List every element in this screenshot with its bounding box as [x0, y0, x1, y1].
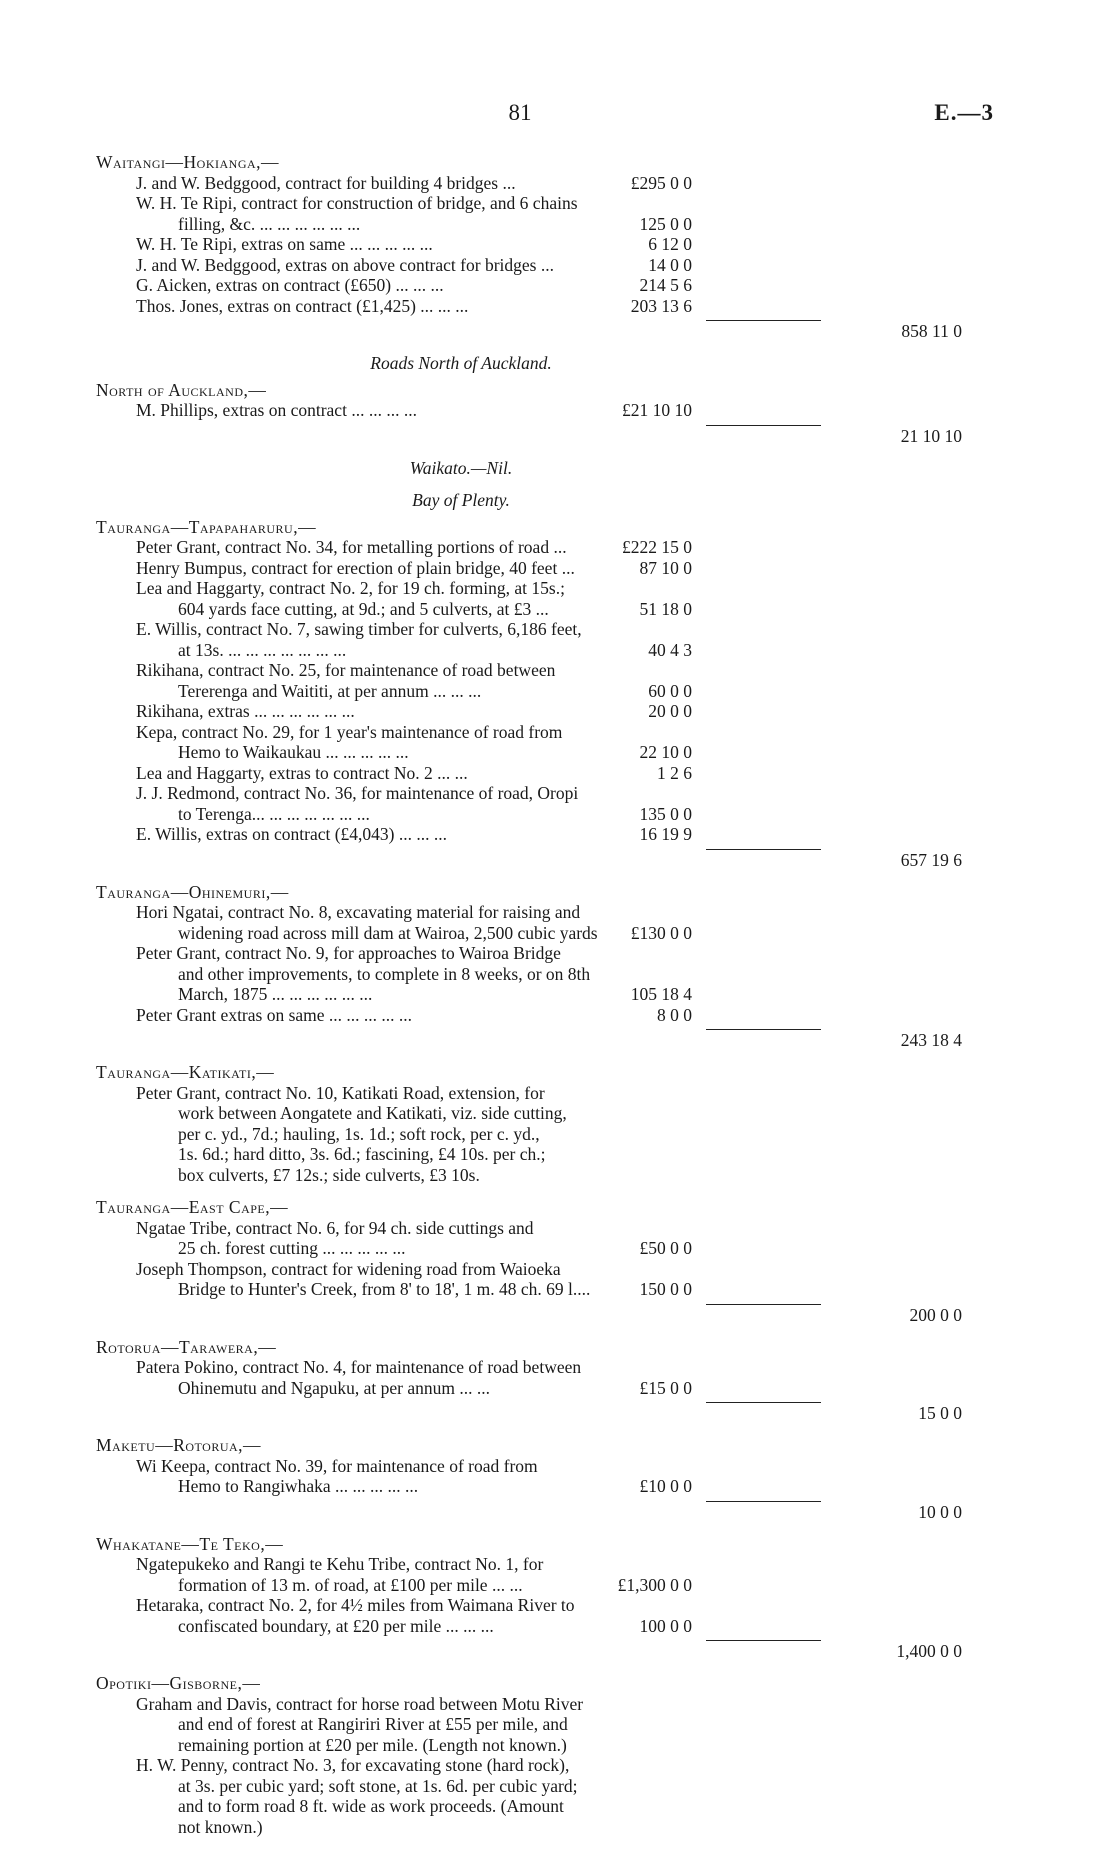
ledger-section — [96, 1673, 976, 1837]
entry-line: box culverts, £7 12s.; side culverts, £3 10s. — [178, 1164, 480, 1185]
entry-line: J. J. Redmond, contract No. 36, for maintenance of road, Oropi — [136, 783, 579, 803]
ledger-entry — [96, 1755, 976, 1837]
ledger-entry — [96, 1259, 976, 1300]
entry-line: Rikihana, contract No. 25, for maintenance of road between — [136, 660, 556, 680]
ledger-entry — [96, 234, 976, 255]
ledger-entry — [96, 275, 976, 296]
entry-line: formation of 13 m. of road, at £100 per mile ... ... — [178, 1574, 523, 1595]
entry-amount: £130 0 0 — [630, 922, 692, 943]
entry-amount: £50 0 0 — [639, 1238, 692, 1258]
entry-line: Rikihana, extras ... ... ... ... ... ... — [136, 701, 355, 721]
section-heading: North of Auckland,— — [96, 379, 267, 400]
ledger-entry — [96, 1083, 976, 1186]
entry-amount: £1,300 0 0 — [617, 1574, 692, 1595]
ledger-entry — [96, 1005, 976, 1026]
entry-line: work between Aongatete and Katikati, viz. side cutting, — [178, 1103, 567, 1123]
entry-line: Peter Grant extras on same ... ... ... ... ... — [136, 1004, 413, 1025]
entry-line: Graham and Davis, contract for horse road between Motu River — [136, 1693, 584, 1714]
entry-line: E. Willis, extras on contract (£4,043) ... ... ... — [136, 824, 447, 844]
entry-amount: 14 0 0 — [648, 254, 692, 275]
ledger-entry — [96, 1595, 976, 1636]
entry-amount: 150 0 0 — [639, 1279, 692, 1299]
entry-line: M. Phillips, extras on contract ... ... ... ... — [136, 400, 417, 420]
ledger-entry — [96, 1456, 976, 1497]
ledger-section — [96, 152, 976, 341]
entry-amount: 105 18 4 — [630, 984, 692, 1004]
section-heading: Whakatane—Te Teko,— — [96, 1533, 284, 1554]
ledger-entry — [96, 400, 976, 421]
ledger-section — [96, 1435, 976, 1522]
entry-line: not known.) — [178, 1816, 263, 1837]
section-heading: Tauranga—East Cape,— — [96, 1197, 289, 1217]
entry-line: to Terenga... ... ... ... ... ... ... — [178, 803, 370, 824]
ledger-entry — [96, 783, 976, 824]
ledger-section — [96, 353, 976, 446]
section-subtitle: Bay of Plenty. — [412, 490, 510, 510]
entry-line: Henry Bumpus, contract for erection of plain bridge, 40 feet ... — [136, 557, 575, 578]
ledger-entry — [96, 255, 976, 276]
entry-line: Peter Grant, contract No. 10, Katikati Road, extension, for — [136, 1082, 545, 1103]
section-heading: Maketu—Rotorua,— — [96, 1435, 262, 1455]
ledger-entry — [96, 173, 976, 194]
entry-line: Tererenga and Waititi, at per annum ... ... ... — [178, 680, 482, 701]
ledger-entry — [96, 619, 976, 660]
entry-line: Ohinemutu and Ngapuku, at per annum ... ... — [178, 1377, 491, 1398]
entry-line: Wi Keepa, contract No. 39, for maintenance of road from — [136, 1455, 538, 1476]
page-number: 81 — [508, 100, 532, 125]
ledger-entry — [96, 1694, 976, 1756]
section-heading: Opotiki—Gisborne,— — [96, 1673, 261, 1693]
entry-amount: £15 0 0 — [639, 1377, 692, 1398]
section-total: 10 0 0 — [918, 1501, 962, 1522]
entry-line: Kepa, contract No. 29, for 1 year's maintenance of road from — [136, 721, 563, 742]
entry-line: Hori Ngatai, contract No. 8, excavating material for raising and — [136, 902, 581, 922]
ledger-entry — [96, 824, 976, 845]
entry-line: and end of forest at Rangiriri River at £55 per mile, and — [178, 1714, 568, 1734]
entry-line: 604 yards face cutting, at 9d.; and 5 culverts, at £3 ... — [178, 598, 549, 619]
entry-line: at 3s. per cubic yard; soft stone, at 1s. 6d. per cubic yard; — [178, 1775, 578, 1796]
ledger-entry — [96, 722, 976, 763]
section-subtitle: Roads North of Auckland. — [370, 353, 552, 373]
entry-amount: 135 0 0 — [639, 803, 692, 824]
ledger-entry — [96, 1218, 976, 1259]
entry-amount: 22 10 0 — [639, 742, 692, 762]
section-heading: Waitangi—Hokianga,— — [96, 152, 280, 172]
entry-line: Hemo to Waikaukau ... ... ... ... ... — [178, 742, 409, 762]
entry-amount: 214 5 6 — [639, 275, 692, 295]
ledger-section — [96, 1062, 976, 1185]
entry-amount: 1 2 6 — [657, 762, 692, 783]
entry-line: Bridge to Hunter's Creek, from 8' to 18', 1 m. 48 ch. 69 l.... — [178, 1279, 591, 1299]
entry-line: Hetaraka, contract No. 2, for 4½ miles from Waimana River to — [136, 1595, 575, 1615]
document-code: E.—3 — [934, 100, 994, 125]
ledger-section — [96, 490, 976, 870]
section-heading: Tauranga—Ohinemuri,— — [96, 881, 289, 902]
ledger-entry — [96, 537, 976, 558]
section-heading: Rotorua—Tarawera,— — [96, 1336, 277, 1357]
ledger-section — [96, 882, 976, 1051]
entry-description — [136, 1083, 692, 1186]
ledger-section — [96, 1197, 976, 1325]
entry-amount: 60 0 0 — [648, 680, 692, 701]
entry-description — [136, 1694, 692, 1756]
ledger-entry — [96, 296, 976, 317]
section-total: 243 18 4 — [900, 1030, 962, 1050]
entry-amount: £295 0 0 — [630, 172, 692, 193]
section-total: 15 0 0 — [918, 1403, 962, 1423]
entry-line: Lea and Haggarty, contract No. 2, for 19 ch. forming, at 15s.; — [136, 578, 565, 598]
entry-amount: 40 4 3 — [648, 639, 692, 660]
entry-line: Patera Pokino, contract No. 4, for maintenance of road between — [136, 1357, 582, 1377]
ledger-entry — [96, 701, 976, 722]
section-total: 200 0 0 — [909, 1304, 962, 1325]
entry-amount: £10 0 0 — [639, 1476, 692, 1496]
entry-amount: 16 19 9 — [639, 824, 692, 844]
section-heading: Tauranga—Tapapaharuru,— — [96, 516, 317, 537]
entry-line: Peter Grant, contract No. 9, for approaches to Wairoa Bridge — [136, 943, 561, 963]
entry-amount: 20 0 0 — [648, 701, 692, 721]
entry-amount: 87 10 0 — [639, 557, 692, 578]
entry-line: W. H. Te Ripi, extras on same ... ... ... ... ... — [136, 234, 433, 254]
entry-line: W. H. Te Ripi, contract for construction of bridge, and 6 chains — [136, 193, 578, 213]
ledger-entry — [96, 943, 976, 1005]
ledger-entry — [96, 558, 976, 579]
entry-line: widening road across mill dam at Wairoa, 2,500 cubic yards — [178, 922, 598, 943]
ledger-section — [96, 1337, 976, 1424]
entry-line: March, 1875 ... ... ... ... ... ... — [178, 984, 373, 1004]
document-body — [96, 152, 976, 1849]
entry-amount: £222 15 0 — [622, 537, 692, 557]
entry-line: and to form road 8 ft. wide as work proceeds. (Amount — [178, 1796, 564, 1816]
entry-amount: £21 10 10 — [622, 400, 692, 420]
entry-line: G. Aicken, extras on contract (£650) ... ... ... — [136, 275, 444, 295]
entry-line: remaining portion at £20 per mile. (Length not known.) — [178, 1734, 567, 1755]
entry-line: H. W. Penny, contract No. 3, for excavating stone (hard rock), — [136, 1755, 570, 1775]
entry-line: at 13s. ... ... ... ... ... ... ... — [178, 639, 347, 660]
ledger-section — [96, 1534, 976, 1662]
ledger-entry — [96, 578, 976, 619]
entry-line: filling, &c. ... ... ... ... ... ... — [178, 213, 361, 234]
section-heading: Tauranga—Katikati,— — [96, 1062, 275, 1082]
entry-line: J. and W. Bedggood, extras on above contract for bridges ... — [136, 254, 554, 275]
entry-description — [136, 1755, 692, 1837]
entry-line: 1s. 6d.; hard ditto, 3s. 6d.; fascining, £4 10s. per ch.; — [178, 1144, 546, 1164]
entry-amount: 51 18 0 — [639, 598, 692, 619]
entry-line: E. Willis, contract No. 7, sawing timber for culverts, 6,186 feet, — [136, 619, 582, 639]
section-total: 858 11 0 — [901, 321, 962, 341]
entry-line: Hemo to Rangiwhaka ... ... ... ... ... — [178, 1476, 419, 1496]
entry-line: Ngatae Tribe, contract No. 6, for 94 ch. side cuttings and — [136, 1217, 534, 1238]
entry-line: 25 ch. forest cutting ... ... ... ... ... — [178, 1238, 406, 1258]
entry-line: J. and W. Bedggood, contract for building 4 bridges ... — [136, 172, 516, 193]
ledger-entry — [96, 763, 976, 784]
ledger-entry — [96, 1554, 976, 1595]
entry-amount: 125 0 0 — [639, 213, 692, 234]
entry-amount: 8 0 0 — [657, 1004, 692, 1025]
entry-line: per c. yd., 7d.; hauling, 1s. 1d.; soft rock, per c. yd., — [178, 1123, 540, 1144]
entry-line: and other improvements, to complete in 8 weeks, or on 8th — [178, 963, 591, 984]
entry-line: Ngatepukeko and Rangi te Kehu Tribe, contract No. 1, for — [136, 1554, 544, 1574]
ledger-entry — [96, 193, 976, 234]
entry-line: Lea and Haggarty, extras to contract No. 2 ... ... — [136, 762, 468, 783]
entry-line: Joseph Thompson, contract for widening road from Waioeka — [136, 1258, 561, 1279]
entry-amount: 6 12 0 — [648, 234, 692, 254]
ledger-entry — [96, 1357, 976, 1398]
entry-amount: 203 13 6 — [630, 295, 692, 316]
entry-line: Thos. Jones, extras on contract (£1,425) ... ... ... — [136, 295, 469, 316]
entry-line: Peter Grant, contract No. 34, for metalling portions of road ... — [136, 537, 567, 557]
section-total: 657 19 6 — [900, 849, 962, 870]
entry-line: confiscated boundary, at £20 per mile ... ... ... — [178, 1615, 494, 1636]
section-total: 1,400 0 0 — [896, 1641, 962, 1661]
ledger-entry — [96, 660, 976, 701]
ledger-entry — [96, 902, 976, 943]
ledger-section — [96, 458, 976, 479]
entry-amount: 100 0 0 — [639, 1615, 692, 1636]
section-subtitle: Waikato.—Nil. — [409, 457, 513, 478]
section-total: 21 10 10 — [900, 425, 962, 446]
